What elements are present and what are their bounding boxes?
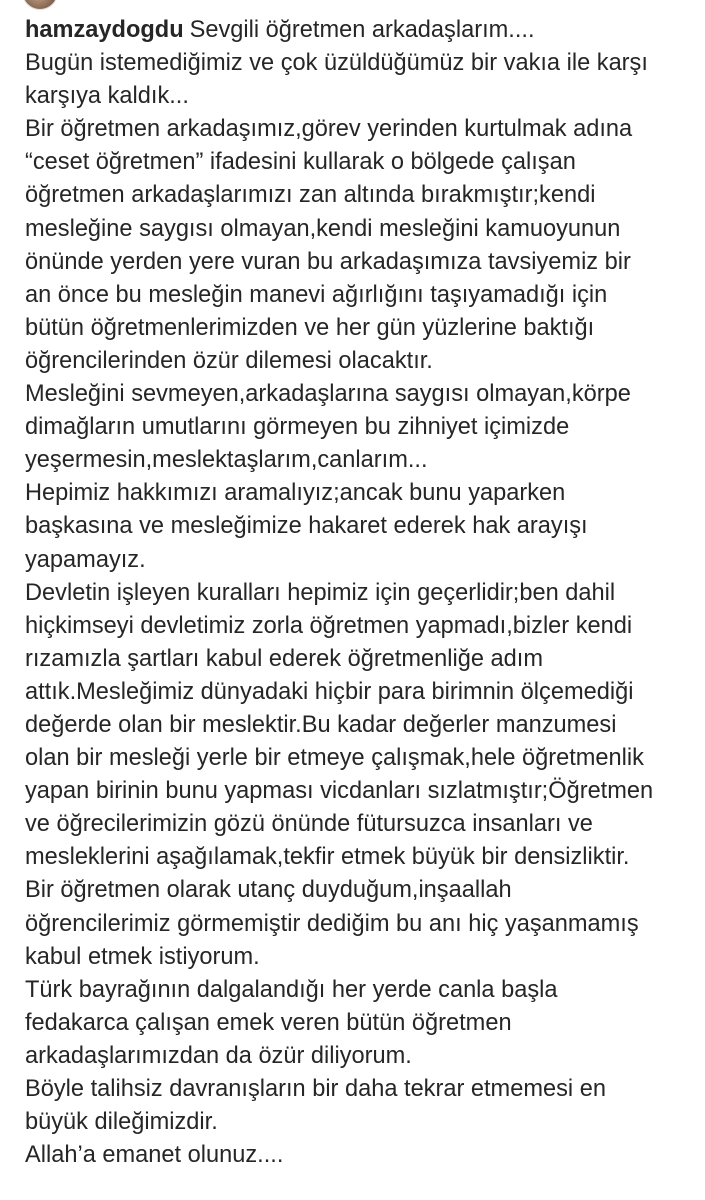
- caption-line: kabul etmek istiyorum.: [25, 943, 260, 970]
- caption-first-line: [25, 14, 695, 47]
- caption-line: önünde yerden yere vuran bu arkadaşımıza tavsiyemiz bir: [25, 248, 631, 275]
- caption-line: Türk bayrağının dalgalandığı her yerde canla başla: [25, 976, 558, 1003]
- caption-line: Hepimiz hakkımızı aramalıyız;ancak bunu yaparken: [25, 480, 566, 507]
- cut-off-header: [0, 0, 705, 14]
- caption-line: an önce bu mesleğin manevi ağırlığını taşıyamadığı için: [25, 281, 608, 308]
- caption-line: Bugün istemediğimiz ve çok üzüldüğümüz bir vakıa ile karşı: [25, 50, 648, 77]
- caption-line: fedakarca çalışan emek veren bütün öğretmen: [25, 1009, 512, 1036]
- caption-line: olan bir mesleği yerle bir etmeye çalışmak,hele öğretmenlik: [25, 745, 644, 772]
- caption-line: “ceset öğretmen” ifadesini kullarak o bölgede çalışan: [25, 149, 576, 176]
- caption-line: attık.Mesleğimiz dünyadaki hiçbir para birimnin ölçemediği: [25, 678, 634, 705]
- caption-line: rızamızla şartları kabul ederek öğretmenliğe adım: [25, 645, 543, 672]
- caption-line: büyük dileğimizdir.: [25, 1109, 218, 1136]
- caption-line: arkadaşlarımızdan da özür diliyorum.: [25, 1042, 412, 1069]
- caption-line: dimağların umutlarını görmeyen bu zihniyet içimizde: [25, 414, 570, 441]
- username-link[interactable]: hamzaydogdu: [25, 17, 184, 43]
- caption-line: mesleklerini aşağılamak,tekfir etmek büyük bir densizliktir.: [25, 844, 630, 871]
- caption-line: Bir öğretmen olarak utanç duyduğum,inşaallah: [25, 877, 512, 904]
- caption-line: yapan birinin bunu yapması vicdanları sızlatmıştır;Öğretmen: [25, 778, 654, 805]
- caption-line: Bir öğretmen arkadaşımız,görev yerinden kurtulmak adına: [25, 116, 633, 143]
- caption-line: yapamayız.: [25, 546, 146, 573]
- caption-line: karşıya kaldık...: [25, 83, 189, 110]
- caption-line: başkasına ve mesleğimize hakaret ederek hak arayışı: [25, 513, 588, 540]
- caption-line: öğrencilerinden özür dilemesi olacaktır.: [25, 347, 433, 374]
- caption-line: Böyle talihsiz davranışların bir daha tekrar etmemesi en: [25, 1076, 606, 1102]
- caption-line: mesleğine saygısı olmayan,kendi mesleğini kamuoyunun: [25, 215, 621, 242]
- caption-line: bütün öğretmenlerimizden ve her gün yüzlerine baktığı: [25, 314, 595, 341]
- post-caption: [25, 14, 695, 1172]
- caption-line: hiçkimseyi devletimiz zorla öğretmen yapmadı,bizler kendi: [25, 612, 633, 639]
- caption-first-line-text: Sevgili öğretmen arkadaşlarım....: [189, 17, 535, 43]
- caption-line: değerde olan bir meslektir.Bu kadar değerler manzumesi: [25, 711, 617, 738]
- caption-line: Allah’a emanet olunuz....: [25, 1142, 284, 1169]
- caption-line: Devletin işleyen kuralları hepimiz için geçerlidir;ben dahil: [25, 579, 616, 606]
- caption-line: Mesleğini sevmeyen,arkadaşlarına saygısı olmayan,körpe: [25, 381, 631, 408]
- caption-line: ve öğrecilerimizin gözü önünde fütursuzca insanları ve: [25, 811, 593, 838]
- caption-line: öğretmen arkadaşlarımızı zan altında bırakmıştır;kendi: [25, 182, 596, 209]
- caption-body: [25, 47, 695, 1172]
- caption-line: yeşermesin,meslektaşlarım,canlarım...: [25, 447, 428, 474]
- user-avatar-icon[interactable]: [22, 0, 58, 10]
- caption-line: öğrencilerimiz görmemiştir dediğim bu anı hiç yaşanmamış: [25, 910, 639, 937]
